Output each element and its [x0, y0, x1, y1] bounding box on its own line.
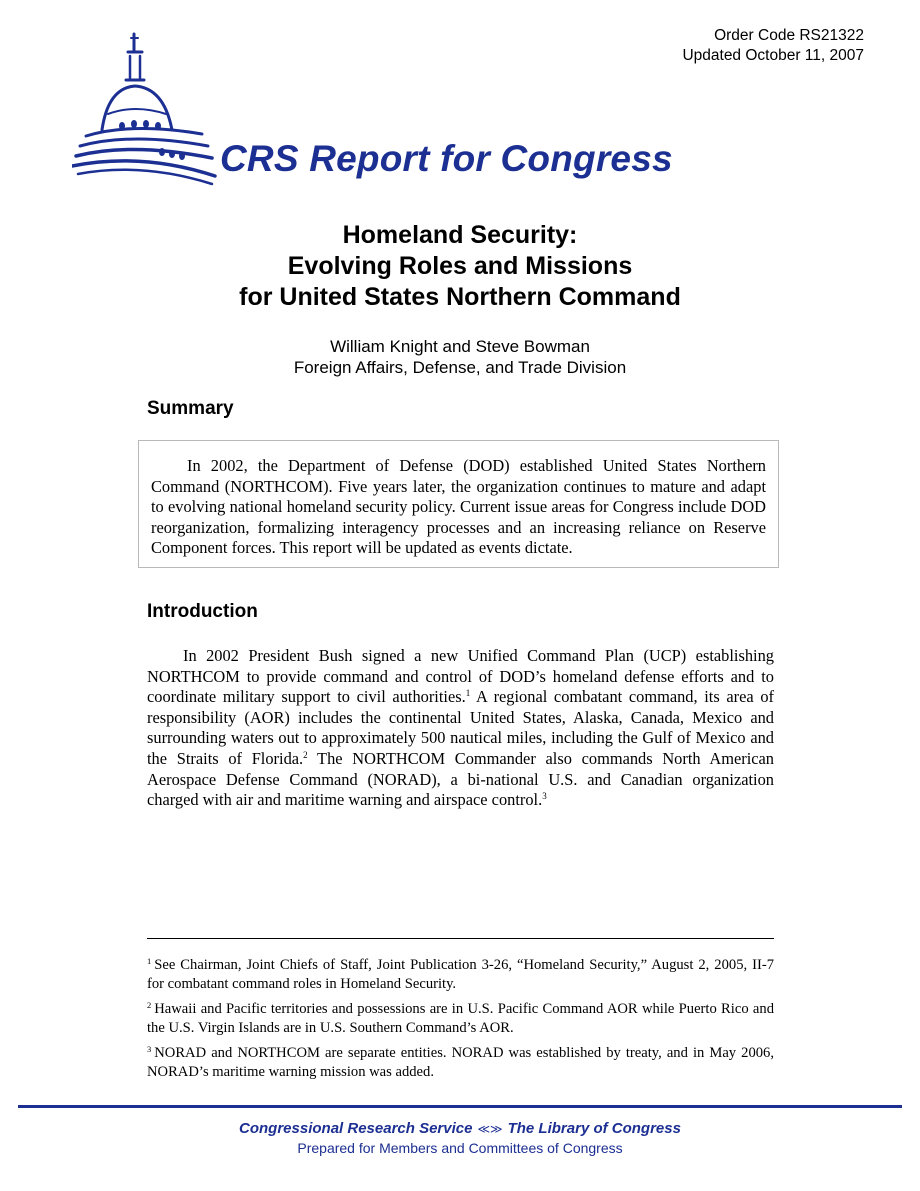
title-line-1: Homeland Security:	[342, 221, 578, 249]
updated-date: Updated October 11, 2007	[682, 47, 864, 64]
footnote-ref-1[interactable]: 1	[465, 688, 471, 699]
report-title	[0, 220, 920, 313]
capitol-dome-icon	[72, 28, 217, 188]
footer-loc: The Library of Congress	[507, 1120, 681, 1137]
footer-rule	[18, 1105, 902, 1108]
footnote-text: Hawaii and Pacific territories and possessions are in U.S. Pacific Command AOR while Puerto Rico and the U.S. Virgin Islands are in U.S. Southern Command’s AOR.	[147, 1001, 774, 1036]
order-code: Order Code RS21322	[714, 27, 864, 44]
footnote-number: 1	[147, 956, 152, 966]
intro-text-1: In 2002 President Bush signed a new Unified Command Plan (UCP) establishing NORTHCOM to provide command and control of DOD’s homeland defense efforts and to coordinate military support to civil authorities.	[147, 646, 774, 707]
introduction-paragraph	[147, 646, 774, 811]
author-names: William Knight and Steve Bowman	[330, 337, 590, 356]
footnote-number: 2	[147, 1000, 152, 1010]
footer	[0, 1119, 920, 1157]
authors-block	[0, 336, 920, 378]
footer-crs: Congressional Research Service	[239, 1120, 473, 1137]
footer-line-2: Prepared for Members and Committees of Congress	[297, 1140, 623, 1156]
footer-line-1	[0, 1119, 920, 1139]
summary-text: In 2002, the Department of Defense (DOD) established United States Northern Command (NORTHCOM). Five years later, the organization continues to mature and adapt to evolving national homeland security policy. Current issue areas for Congress include DOD reorganization, formalizing interagency processes and an increasing reliance on Reserve Component forces. This report will be updated as events dictate.	[151, 456, 766, 558]
footnote-text: See Chairman, Joint Chiefs of Staff, Joint Publication 3-26, “Homeland Security,” August 2, 2005, II-7 for combatant command roles in Homeland Security.	[147, 957, 774, 992]
footnote	[147, 1044, 774, 1082]
footnote-divider	[147, 938, 774, 939]
summary-heading: Summary	[147, 398, 234, 419]
intro-text-3: The NORTHCOM Commander also commands North American Aerospace Defense Command (NORAD), a bi-national U.S. and Canadian organization charged with air and maritime warning and airspace control.	[147, 748, 774, 810]
intro-text-2: A regional combatant command, its area of responsibility (AOR) includes the continental United States, Alaska, Canada, Mexico and surrounding waters out to approximately 500 nautical miles, including the Gulf of Mexico and the Straits of Florida.	[147, 687, 774, 768]
brand-wordmark: CRS Report for Congress	[220, 138, 673, 179]
footnote-number: 3	[147, 1044, 152, 1054]
footnotes	[147, 956, 774, 1088]
introduction-heading: Introduction	[147, 601, 258, 622]
footnote-text: NORAD and NORTHCOM are separate entities. NORAD was established by treaty, and in May 2006, NORAD’s maritime warning mission was added.	[147, 1045, 774, 1080]
order-code-block	[682, 26, 864, 66]
footnote	[147, 956, 774, 994]
footer-ornament-icon: ≪≫	[477, 1122, 503, 1136]
summary-box	[138, 440, 779, 568]
introduction-body	[147, 646, 774, 811]
title-line-3: for United States Northern Command	[239, 283, 681, 311]
footnote	[147, 1000, 774, 1038]
footnote-ref-2[interactable]: 2	[303, 749, 308, 760]
author-division: Foreign Affairs, Defense, and Trade Division	[293, 358, 627, 377]
title-line-2: Evolving Roles and Missions	[287, 252, 633, 280]
footnote-ref-3[interactable]: 3	[542, 791, 547, 802]
